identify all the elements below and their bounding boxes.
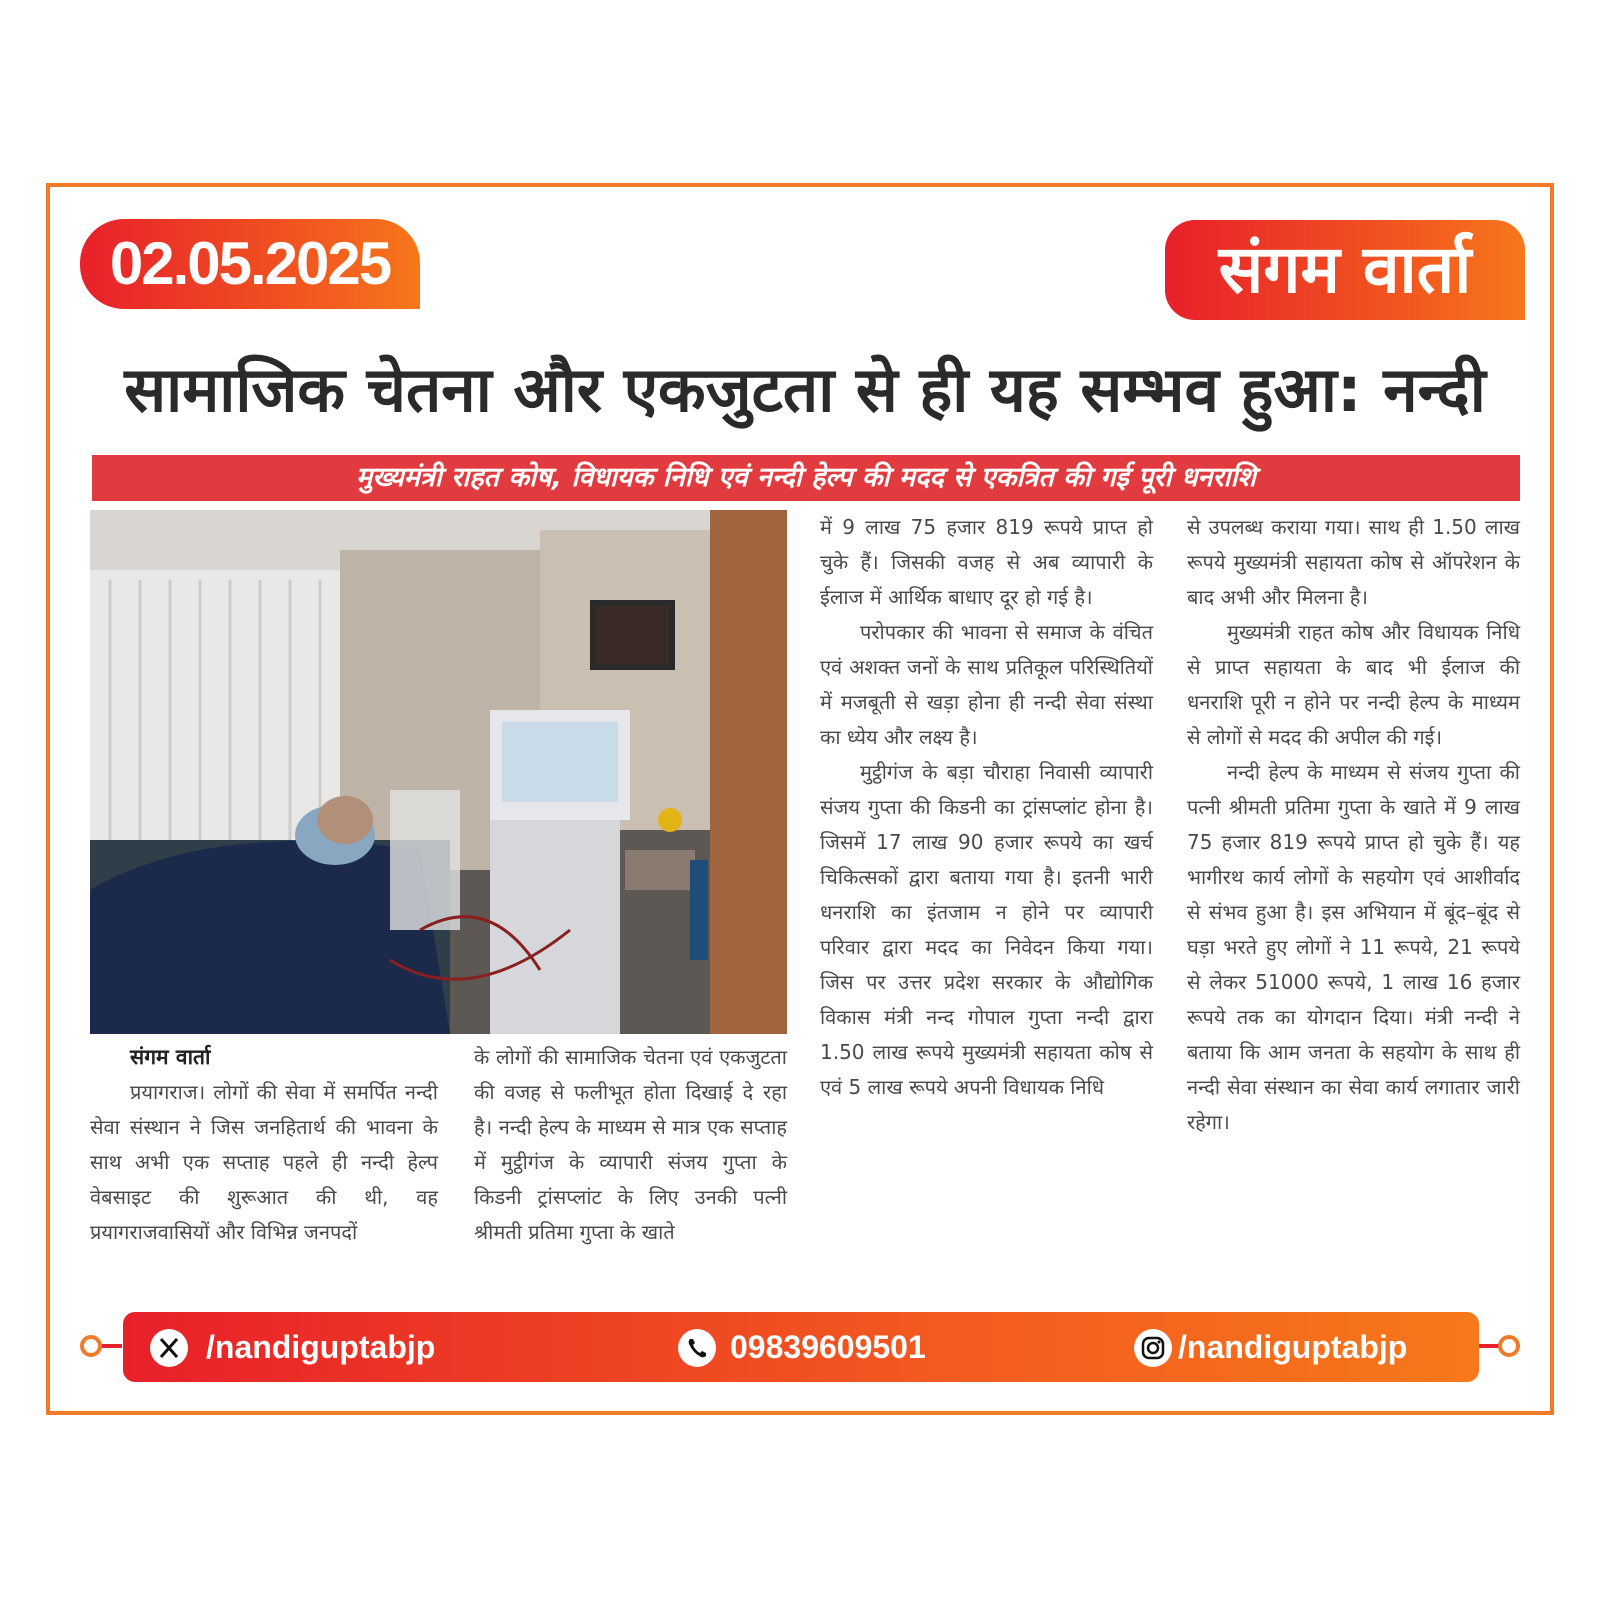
article-paragraph: से उपलब्ध कराया गया। साथ ही 1.50 लाख रूपये मुख्यमंत्री सहायता कोष से ऑपरेशन के बाद अभी और मिलना है।	[1187, 515, 1520, 609]
phone-icon[interactable]	[678, 1329, 716, 1367]
article-photo	[90, 510, 787, 1034]
newspaper-brand: संगम वार्ता	[1165, 220, 1525, 320]
article-credit: संगम वार्ता	[130, 1045, 211, 1069]
article-paragraph: मुट्ठीगंज के बड़ा चौराहा निवासी व्यापारी संजय गुप्ता की किडनी का ट्रांसप्लांट होना है। जिसमें 17 लाख 90 हजार रूपये का खर्च चिकित्सकों द्वारा बताया गया है। इतनी भारी धनराशि का इंतजाम न होने पर व्यापारी परिवार द्वारा मदद का निवेदन किया गया। जिस पर उत्तर प्रदेश सरकार के औद्योगिक विकास मंत्री नन्द गोपाल गुप्ता नन्दी द्वारा 1.50 लाख रूपये मुख्यमंत्री सहायता कोष से एवं 5 लाख रूपये अपनी विधायक निधि	[820, 760, 1153, 1099]
footer-connector-left	[100, 1344, 122, 1348]
instagram-handle-link[interactable]: /nandiguptabjp	[1178, 1329, 1408, 1365]
article-column-2	[474, 1040, 787, 1250]
article-subheadline: मुख्यमंत्री राहत कोष, विधायक निधि एवं नन्दी हेल्प की मदद से एकत्रित की गई पूरी धनराशि	[92, 455, 1520, 501]
article-paragraph: में 9 लाख 75 हजार 819 रूपये प्राप्त हो चुके हैं। जिसकी वजह से अब व्यापारी के ईलाज में आर्थिक बाधाए दूर हो गई है।	[820, 515, 1153, 609]
footer-cap-left	[80, 1335, 102, 1357]
article-paragraph: नन्दी हेल्प के माध्यम से संजय गुप्ता की पत्नी श्रीमती प्रतिमा गुप्ता के खाते में 9 लाख 75 हजार 819 रूपये प्राप्त हो चुके हैं। यह भागीरथ कार्य लोगों के सहयोग एवं आशीर्वाद से संभव हुआ है। इस अभियान में बूंद–बूंद से घड़ा भरते हुए लोगों ने 11 रूपये, 21 रूपये से लेकर 51000 रूपये, 1 लाख 16 हजार रूपये तक का योगदान दिया। मंत्री नन्दी ने बताया कि आम जनता के सहयोग के साथ ही नन्दी सेवा संस्थान का सेवा कार्य लगातार जारी रहेगा।	[1187, 760, 1520, 1134]
hospital-photo-illustration	[90, 510, 787, 1034]
x-twitter-icon[interactable]	[150, 1329, 188, 1367]
twitter-handle-link[interactable]: /nandiguptabjp	[206, 1329, 436, 1365]
article-column-3	[820, 510, 1153, 1105]
article-column-4	[1187, 510, 1520, 1140]
article-paragraph: प्रयागराज। लोगों की सेवा में समर्पित नन्दी सेवा संस्थान ने जिस जनहितार्थ की भावना के साथ अभी एक सप्ताह पहले ही नन्दी हेल्प वेबसाइट की शुरूआत की थी, वह प्रयागराजवासियों और विभिन्न जनपदों	[90, 1080, 438, 1244]
footer-cap-right	[1498, 1335, 1520, 1357]
article-paragraph: के लोगों की सामाजिक चेतना एवं एकजुटता की वजह से फलीभूत होता दिखाई दे रहा है। नन्दी हेल्प के माध्यम से मात्र एक सप्ताह में मुट्ठीगंज के व्यापारी संजय गुप्ता के किडनी ट्रांसप्लांट के लिए उनकी पत्नी श्रीमती प्रतिमा गुप्ता के खाते	[474, 1045, 787, 1244]
article-paragraph: परोपकार की भावना से समाज के वंचित एवं अशक्त जनों के साथ प्रतिकूल परिस्थितियों में मजबूती से खड़ा होना ही नन्दी सेवा संस्था का ध्येय और लक्ष्य है।	[820, 620, 1153, 749]
article-paragraph: मुख्यमंत्री राहत कोष और विधायक निधि से प्राप्त सहायता के बाद भी ईलाज की धनराशि पूरी न होने पर नन्दी हेल्प के माध्यम से लोगों से मदद की अपील की गई।	[1187, 620, 1520, 749]
phone-number[interactable]: 09839609501	[730, 1329, 926, 1365]
instagram-icon[interactable]	[1134, 1329, 1172, 1367]
article-column-1	[90, 1040, 438, 1250]
article-headline: सामाजिक चेतना और एकजुटता से ही यह सम्भव हुआ: नन्दी	[124, 353, 1486, 426]
date-badge: 02.05.2025	[80, 219, 420, 309]
